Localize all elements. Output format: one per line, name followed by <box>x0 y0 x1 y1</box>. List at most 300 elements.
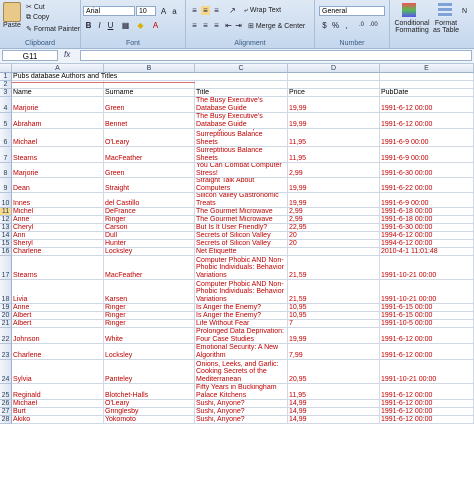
cell-e5[interactable] <box>380 113 474 129</box>
cell-value: 20,95 <box>289 375 307 383</box>
row-header-13[interactable]: 13 <box>0 224 12 232</box>
cell-e10[interactable] <box>380 193 474 208</box>
row-header-21[interactable]: 21 <box>0 320 12 328</box>
clipboard-group-label: Clipboard <box>25 40 55 47</box>
cell-c26[interactable] <box>195 400 288 408</box>
cell-a19[interactable] <box>12 304 104 312</box>
cell-c6[interactable] <box>195 129 288 147</box>
cell-value: Ann <box>13 232 26 239</box>
align-bottom-icon[interactable]: ≡ <box>214 6 219 15</box>
format-as-table-icon[interactable] <box>438 3 452 17</box>
cell-e27[interactable] <box>380 408 474 416</box>
cell-a18[interactable] <box>12 280 104 304</box>
cell-b7[interactable] <box>104 147 195 163</box>
cell-d27[interactable] <box>288 408 380 416</box>
cell-b17[interactable] <box>104 256 195 280</box>
cell-a21[interactable] <box>12 320 104 328</box>
row-header-25[interactable]: 25 <box>0 384 12 400</box>
align-middle-icon[interactable]: ≡ <box>201 6 210 15</box>
cell-value: 2,99 <box>289 169 303 177</box>
cell-d12[interactable] <box>288 216 380 224</box>
brush-icon: ✎ <box>26 26 32 33</box>
cell-c25[interactable] <box>195 384 288 400</box>
align-right-icon[interactable]: ≡ <box>214 21 219 30</box>
conditional-formatting-icon[interactable] <box>402 3 416 17</box>
cell-value: 11,95 <box>289 138 306 146</box>
row-header-11[interactable]: 11 <box>0 208 12 216</box>
column-header-e[interactable]: E <box>380 64 474 73</box>
cell-c27[interactable] <box>195 408 288 416</box>
cell-a13[interactable] <box>12 224 104 232</box>
cell-c17[interactable] <box>195 256 288 280</box>
cell-a3[interactable] <box>12 89 104 97</box>
cell-d19[interactable] <box>288 304 380 312</box>
cell-value: Straight Talk About Computers <box>196 178 255 192</box>
cell-value: Sushi, Anyone? <box>196 416 245 423</box>
cell-value: del Castillo <box>105 199 140 207</box>
italic-button[interactable]: I <box>98 21 101 30</box>
cell-value: The Gourmet Microwave <box>196 216 273 223</box>
row-header-20[interactable]: 20 <box>0 312 12 320</box>
cell-value: Hunter <box>105 240 127 247</box>
cell-a17[interactable] <box>12 256 104 280</box>
number-format-select[interactable]: General <box>319 6 385 16</box>
cell-b14[interactable] <box>104 232 195 240</box>
currency-button[interactable]: $ <box>322 21 327 30</box>
cell-value: Onions, Leeks, and Garlic: Cooking Secrets of the Mediterranean <box>196 360 279 383</box>
cell-a25[interactable] <box>12 384 104 400</box>
column-header-d[interactable]: D <box>288 64 380 73</box>
cell-d8[interactable] <box>288 163 380 178</box>
row-header-9[interactable]: 9 <box>0 178 12 193</box>
align-left-icon[interactable]: ≡ <box>192 21 197 30</box>
row-header-5[interactable]: 5 <box>0 113 12 129</box>
cell-e6[interactable] <box>380 129 474 147</box>
cell-d20[interactable] <box>288 312 380 320</box>
cell-c9[interactable] <box>195 178 288 193</box>
cell-e22[interactable] <box>380 328 474 344</box>
cell-e26[interactable] <box>380 400 474 408</box>
row-header-27[interactable]: 27 <box>0 408 12 416</box>
cell-value: Prolonged Data Deprivation: Four Case Studies <box>196 328 284 343</box>
cell-styles-button[interactable]: N <box>462 8 468 15</box>
cell-value: 14,99 <box>289 408 307 415</box>
cell-value: 1991-6-12 00:00 <box>381 416 433 423</box>
cell-value: 1991-10-21 00:00 <box>381 271 437 279</box>
alignment-group-label: Alignment <box>234 40 266 47</box>
cell-a8[interactable] <box>12 163 104 178</box>
comma-button[interactable]: , <box>345 21 348 30</box>
cell-c8[interactable] <box>195 163 288 178</box>
column-header-b[interactable]: B <box>104 64 195 73</box>
cell-b5[interactable] <box>104 113 195 129</box>
cell-value: Secrets of Silicon Valley <box>196 240 271 247</box>
cell-e21[interactable] <box>380 320 474 328</box>
cell-b25[interactable] <box>104 384 195 400</box>
cell-e17[interactable] <box>380 256 474 280</box>
cell-b13[interactable] <box>104 224 195 232</box>
row-header-17[interactable]: 17 <box>0 256 12 280</box>
cell-value: You Can Combat Computer Stress! <box>196 163 282 177</box>
row-header-28[interactable]: 28 <box>0 416 12 424</box>
cell-d5[interactable] <box>288 113 380 129</box>
cell-value: Albert <box>13 320 32 327</box>
cell-value: The Busy Executive's Database Guide <box>196 97 263 112</box>
cell-value: Emotional Security: A New Algorithm <box>196 344 279 359</box>
cell-value: 20 <box>289 232 297 239</box>
cell-d17[interactable] <box>288 256 380 280</box>
cell-a15[interactable] <box>12 240 104 248</box>
cell-value: 10,95 <box>289 304 307 311</box>
cell-value: Anne <box>13 304 30 311</box>
row-header-4[interactable]: 4 <box>0 97 12 113</box>
cell-e16[interactable] <box>380 248 474 256</box>
font-name-select[interactable]: Arial <box>83 6 135 16</box>
cell-b10[interactable] <box>104 193 195 208</box>
cell-d2[interactable] <box>288 81 380 89</box>
underline-button[interactable]: U <box>107 21 114 30</box>
cell-value: 1991-10-5 00:00 <box>381 320 433 327</box>
clipboard-group <box>0 0 81 48</box>
row-header-3[interactable]: 3 <box>0 89 12 97</box>
increase-decimal-icon[interactable]: .0 <box>358 22 364 28</box>
cell-c14[interactable] <box>195 232 288 240</box>
cell-b15[interactable] <box>104 240 195 248</box>
cell-e19[interactable] <box>380 304 474 312</box>
cell-value: White <box>105 335 123 343</box>
cell-e7[interactable] <box>380 147 474 163</box>
borders-icon[interactable]: ▦ <box>121 21 130 30</box>
cell-d24[interactable] <box>288 360 380 384</box>
cell-value: 19,99 <box>289 199 307 207</box>
cell-b9[interactable] <box>104 178 195 193</box>
cell-value: Marjorie <box>13 104 39 112</box>
cell-c21[interactable] <box>195 320 288 328</box>
cell-a26[interactable] <box>12 400 104 408</box>
cell-value: O'Leary <box>105 138 130 146</box>
cell-a4[interactable] <box>12 97 104 113</box>
cell-a28[interactable] <box>12 416 104 424</box>
cell-c2[interactable] <box>195 81 288 89</box>
cell-value: 1991-10-21 00:00 <box>381 375 437 383</box>
cell-a6[interactable] <box>12 129 104 147</box>
cell-value: 21,59 <box>289 295 307 303</box>
merge-center-button[interactable] <box>248 22 305 30</box>
cell-c20[interactable] <box>195 312 288 320</box>
cell-b11[interactable] <box>104 208 195 216</box>
cell-value: Net Etiquette <box>196 248 237 255</box>
paste-button[interactable]: Paste <box>3 22 21 29</box>
cell-e1[interactable] <box>380 73 474 81</box>
cell-value: Sushi, Anyone? <box>196 400 245 407</box>
cell-c7[interactable] <box>195 147 288 163</box>
row-header-18[interactable]: 18 <box>0 280 12 304</box>
row-header-6[interactable]: 6 <box>0 129 12 147</box>
cell-c24[interactable] <box>195 360 288 384</box>
merge-icon: ⊞ <box>248 23 254 30</box>
cell-a16[interactable] <box>12 248 104 256</box>
cell-c10[interactable] <box>195 193 288 208</box>
copy-button[interactable] <box>26 14 49 22</box>
cell-c19[interactable] <box>195 304 288 312</box>
cell-value: 11,95 <box>289 391 306 399</box>
cell-value: 1994-6-12 00:00 <box>381 232 433 239</box>
cell-d1[interactable] <box>288 73 380 81</box>
cell-e14[interactable] <box>380 232 474 240</box>
number-group-label: Number <box>339 40 365 47</box>
cell-e8[interactable] <box>380 163 474 178</box>
orientation-icon[interactable]: ↗ <box>229 6 236 15</box>
cell-b20[interactable] <box>104 312 195 320</box>
cell-d4[interactable] <box>288 97 380 113</box>
cell-b8[interactable] <box>104 163 195 178</box>
select-all-corner[interactable] <box>0 64 12 73</box>
cell-value: The Busy Executive's Database Guide <box>196 113 263 128</box>
cell-b21[interactable] <box>104 320 195 328</box>
percent-button[interactable]: % <box>331 21 340 30</box>
cell-c3[interactable] <box>195 89 288 97</box>
cell-a1[interactable] <box>12 73 288 81</box>
cell-value: Albert <box>13 312 32 319</box>
font-size-select[interactable]: 10 <box>136 6 156 16</box>
cell-a27[interactable] <box>12 408 104 416</box>
row-header-19[interactable]: 19 <box>0 304 12 312</box>
cell-value: Marjorie <box>13 169 39 177</box>
ribbon <box>0 0 474 49</box>
cell-d10[interactable] <box>288 193 380 208</box>
cell-d22[interactable] <box>288 328 380 344</box>
cell-b6[interactable] <box>104 129 195 147</box>
cell-b18[interactable] <box>104 280 195 304</box>
cell-value: Panteley <box>105 375 133 383</box>
cell-value: 21,59 <box>289 271 307 279</box>
cell-value: Silicon Valley Gastronomic Treats <box>196 193 279 207</box>
cell-b22[interactable] <box>104 328 195 344</box>
cell-e3[interactable] <box>380 89 474 97</box>
cell-c28[interactable] <box>195 416 288 424</box>
cell-e23[interactable] <box>380 344 474 360</box>
row-header-2[interactable]: 2 <box>0 81 12 89</box>
column-header-a[interactable]: A <box>12 64 104 73</box>
cell-value: Price <box>289 89 305 96</box>
row-header-1[interactable]: 1 <box>0 73 12 81</box>
cell-d23[interactable] <box>288 344 380 360</box>
cell-value: 1991-6-12 00:00 <box>381 400 433 407</box>
cell-value: Ringer <box>105 312 126 319</box>
cell-b27[interactable] <box>104 408 195 416</box>
cell-value: 1991-6-12 00:00 <box>381 335 433 343</box>
cell-value: Burt <box>13 408 26 415</box>
cell-e4[interactable] <box>380 97 474 113</box>
cell-e12[interactable] <box>380 216 474 224</box>
cell-d11[interactable] <box>288 208 380 216</box>
format-painter-button[interactable] <box>26 25 80 33</box>
cell-value: Karsen <box>105 295 128 303</box>
cell-d16[interactable] <box>288 248 380 256</box>
formula-input[interactable] <box>80 50 472 61</box>
cell-value: Abraham <box>13 120 42 128</box>
cell-d9[interactable] <box>288 178 380 193</box>
cell-value: Name <box>13 89 32 96</box>
decrease-decimal-icon[interactable]: .00 <box>369 22 378 28</box>
cell-value: DeFrance <box>105 208 136 215</box>
shrink-font-icon[interactable]: a <box>172 7 177 16</box>
cell-d13[interactable] <box>288 224 380 232</box>
fill-color-icon[interactable]: ◆ <box>137 21 144 30</box>
cell-e2[interactable] <box>380 81 474 89</box>
cell-b16[interactable] <box>104 248 195 256</box>
column-header-c[interactable]: C <box>195 64 288 73</box>
align-center-icon[interactable]: ≡ <box>203 21 208 30</box>
decrease-indent-icon[interactable]: ⇤ <box>225 21 232 30</box>
cell-e24[interactable] <box>380 360 474 384</box>
cell-value: Stearns <box>13 154 38 162</box>
cut-button[interactable] <box>26 3 45 11</box>
cell-a7[interactable] <box>12 147 104 163</box>
cell-a10[interactable] <box>12 193 104 208</box>
cell-a20[interactable] <box>12 312 104 320</box>
styles-group <box>390 0 474 48</box>
title-underline <box>12 82 195 83</box>
cell-a14[interactable] <box>12 232 104 240</box>
cell-c4[interactable] <box>195 97 288 113</box>
cell-value: Michael <box>13 400 38 407</box>
cell-value: 20 <box>289 240 297 247</box>
scissors-icon: ✂ <box>26 4 32 11</box>
cell-e15[interactable] <box>380 240 474 248</box>
cell-value: Akiko <box>13 416 31 423</box>
align-top-icon[interactable]: ≡ <box>192 6 197 15</box>
cell-value: 1991-6-12 00:00 <box>381 408 433 415</box>
row-header-14[interactable]: 14 <box>0 232 12 240</box>
row-header-12[interactable]: 12 <box>0 216 12 224</box>
worksheet-grid[interactable] <box>0 64 474 485</box>
cell-d26[interactable] <box>288 400 380 408</box>
cell-d3[interactable] <box>288 89 380 97</box>
cell-value: Michael <box>13 138 38 146</box>
cell-d6[interactable] <box>288 129 380 147</box>
increase-indent-icon[interactable]: ⇥ <box>235 21 242 30</box>
cell-b28[interactable] <box>104 416 195 424</box>
font-group-label: Font <box>125 40 140 47</box>
cell-b26[interactable] <box>104 400 195 408</box>
name-box[interactable]: G11 <box>2 50 58 61</box>
cell-a23[interactable] <box>12 344 104 360</box>
cell-e20[interactable] <box>380 312 474 320</box>
cell-b3[interactable] <box>104 89 195 97</box>
cell-value: 2,99 <box>289 208 303 215</box>
format-painter-label: Format Painter <box>33 26 81 33</box>
cell-value: Locksley <box>105 248 133 255</box>
cell-b19[interactable] <box>104 304 195 312</box>
cell-d7[interactable] <box>288 147 380 163</box>
row-header-15[interactable]: 15 <box>0 240 12 248</box>
cell-d14[interactable] <box>288 232 380 240</box>
alignment-group <box>186 0 315 48</box>
cell-a11[interactable] <box>12 208 104 216</box>
cell-d25[interactable] <box>288 384 380 400</box>
cell-a22[interactable] <box>12 328 104 344</box>
cell-d15[interactable] <box>288 240 380 248</box>
number-group <box>315 0 390 48</box>
cell-b24[interactable] <box>104 360 195 384</box>
cell-value: Green <box>105 104 125 112</box>
row-header-8[interactable]: 8 <box>0 163 12 178</box>
cell-c15[interactable] <box>195 240 288 248</box>
cell-b12[interactable] <box>104 216 195 224</box>
row-header-23[interactable]: 23 <box>0 344 12 360</box>
cell-value: 7 <box>289 320 293 327</box>
cell-value: Johnson <box>13 335 40 343</box>
cell-c13[interactable] <box>195 224 288 232</box>
cell-a5[interactable] <box>12 113 104 129</box>
cell-value: 1991-6-15 00:00 <box>381 304 433 311</box>
cell-e25[interactable] <box>380 384 474 400</box>
cell-c12[interactable] <box>195 216 288 224</box>
cell-value: 1991-6-15 00:00 <box>381 312 433 319</box>
cell-value: 19,99 <box>289 335 307 343</box>
cell-a12[interactable] <box>12 216 104 224</box>
row-header-16[interactable]: 16 <box>0 248 12 256</box>
cell-c18[interactable] <box>195 280 288 304</box>
row-header-7[interactable]: 7 <box>0 147 12 163</box>
cell-b23[interactable] <box>104 344 195 360</box>
cell-e28[interactable] <box>380 416 474 424</box>
cell-value: 14,99 <box>289 400 307 407</box>
row-header-26[interactable]: 26 <box>0 400 12 408</box>
font-color-icon[interactable]: A <box>152 21 159 30</box>
cut-label: Cut <box>33 4 45 11</box>
cell-c22[interactable] <box>195 328 288 344</box>
cell-a9[interactable] <box>12 178 104 193</box>
cell-value: 1991-6-9 00:00 <box>381 199 429 207</box>
row-header-22[interactable]: 22 <box>0 328 12 344</box>
cell-value: Sylvia <box>13 375 32 383</box>
conditional-formatting-button[interactable]: Conditional Formatting <box>394 20 430 34</box>
cell-e18[interactable] <box>380 280 474 304</box>
format-as-table-button[interactable]: Format as Table <box>433 20 459 34</box>
cell-e13[interactable] <box>380 224 474 232</box>
cell-d18[interactable] <box>288 280 380 304</box>
cell-value: 1991-6-30 00:00 <box>381 169 433 177</box>
cell-value: Bennet <box>105 120 128 128</box>
wrap-text-button[interactable] <box>244 7 281 15</box>
cell-b4[interactable] <box>104 97 195 113</box>
cell-c11[interactable] <box>195 208 288 216</box>
cell-d28[interactable] <box>288 416 380 424</box>
cell-a24[interactable] <box>12 360 104 384</box>
cell-c5[interactable] <box>195 113 288 129</box>
cell-value: Secrets of Silicon Valley <box>196 232 271 239</box>
bold-button[interactable]: B <box>85 21 92 30</box>
row-header-24[interactable]: 24 <box>0 360 12 384</box>
cell-c16[interactable] <box>195 248 288 256</box>
cell-value: 2010-4-1 11:01:48 <box>381 248 438 255</box>
cell-d21[interactable] <box>288 320 380 328</box>
cell-value: Surreptitious Balance Sheets <box>196 131 263 146</box>
formula-bar <box>0 49 474 64</box>
cell-e9[interactable] <box>380 178 474 193</box>
cell-value: 1991-6-9 00:00 <box>381 154 429 162</box>
paste-icon[interactable] <box>3 2 21 22</box>
cell-value: MacFeather <box>105 154 143 162</box>
row-header-10[interactable]: 10 <box>0 193 12 208</box>
grow-font-icon[interactable]: A <box>160 7 167 16</box>
insert-function-icon[interactable]: fx <box>64 50 71 59</box>
cell-e11[interactable] <box>380 208 474 216</box>
copy-label: Copy <box>32 14 50 21</box>
cell-c23[interactable] <box>195 344 288 360</box>
